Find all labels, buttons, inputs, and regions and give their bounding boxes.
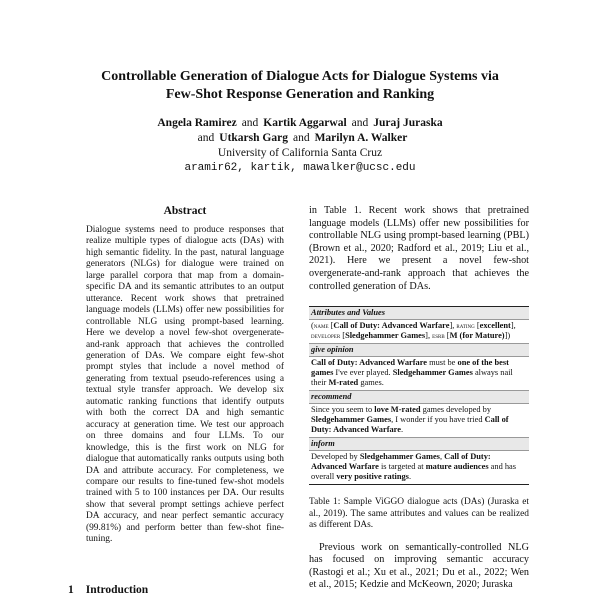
slot-value: mature audiences — [425, 462, 489, 472]
utterance-text: I've ever played. — [333, 368, 393, 378]
utterance-text: Since you seem to — [311, 405, 375, 415]
author-conjunction: and — [197, 132, 215, 144]
section-number: 1 — [68, 584, 74, 596]
author-name: Angela Ramirez — [157, 117, 237, 129]
title-line-1: Controllable Generation of Dialogue Acts for Dialogue Systems via — [101, 69, 499, 84]
body-paragraph: Previous work on semantically-controlled NLG has focused on improving semantic accuracy (Rastogi et al.; Xu et al., 2021; Du et al., 2022; Wen et al., 2015; Kedzie and McKeown, 2020; Juraska — [309, 541, 529, 591]
author-conjunction: and — [292, 132, 310, 144]
utterance-text: . — [400, 425, 404, 435]
author-name: Juraj Juraska — [373, 117, 443, 129]
affiliation: University of California Santa Cruz — [217, 147, 383, 159]
attr-key: developer — [311, 331, 341, 341]
body-paragraph: in Table 1. Recent work shows that pretrained language models (LLMs) offer new possibilities for controllable NLG using prompt-based learning (PBL) (Brown et al., 2020; Radford et al., 2019; Liu et al., 2021). Here we present a novel few-shot overgenerate-and-rank approach that achieves the controlled generation of DAs. — [309, 205, 529, 292]
table-row-recommend — [309, 404, 529, 438]
attr-value: M (for Mature) — [449, 331, 505, 341]
slot-value: one of the best games — [311, 358, 509, 378]
paper-title — [40, 68, 560, 104]
author-name: Utkarsh Garg — [219, 132, 288, 144]
slot-value: Call of Duty: Advanced Warfare — [311, 358, 428, 368]
title-line-2: Few-Shot Response Generation and Ranking — [165, 87, 435, 102]
table-row-inform — [309, 451, 529, 484]
slot-value: love M-rated — [374, 405, 421, 415]
table-row-give-opinion — [309, 357, 529, 391]
attr-value: Call of Duty: Advanced Warfare — [333, 321, 450, 331]
attr-key: rating — [456, 321, 475, 331]
author-block — [40, 116, 560, 176]
author-line-2 — [40, 131, 560, 146]
attr-key: name — [313, 321, 329, 331]
utterance-text: games developed by — [420, 405, 492, 415]
dialogue-act-table — [309, 306, 529, 485]
author-name: Kartik Aggarwal — [263, 117, 347, 129]
slot-value: Call of Duty: Advanced Warfare — [311, 452, 491, 472]
utterance-text: . — [408, 472, 412, 482]
author-conjunction: and — [241, 117, 259, 129]
utterance-text: , — [439, 452, 445, 462]
slot-value: Sledgehammer Games — [359, 452, 440, 462]
table-caption: Table 1: Sample ViGGO dialogue acts (DAs) (Juraska et al., 2019). The same attributes and values can be realized as different DAs. — [309, 497, 529, 531]
author-conjunction: and — [351, 117, 369, 129]
table-row-header: recommend — [309, 391, 529, 404]
table-row-attributes: (name [Call of Duty: Advanced Warfare], rating [excellent], developer [Sledgehammer Games], esrb [M (for Mature)]) — [309, 320, 529, 344]
slot-value: Call of Duty: Advanced Warfare — [311, 415, 509, 435]
abstract-heading: Abstract — [163, 205, 207, 217]
utterance-text: games. — [358, 378, 384, 388]
utterance-text: always nail their — [311, 368, 513, 388]
author-emails: aramir62, kartik, mawalker@ucsc.edu — [184, 162, 416, 174]
author-line-1 — [40, 116, 560, 131]
utterance-text: , I wonder if you have tried — [391, 415, 485, 425]
utterance-text: Developed by — [311, 452, 360, 462]
section-heading-introduction — [68, 584, 148, 596]
slot-value: Sledgehammer Games — [392, 368, 473, 378]
attr-key: esrb — [432, 331, 445, 341]
slot-value: M-rated — [328, 378, 359, 388]
slot-value: very positive ratings — [336, 472, 409, 482]
left-column — [86, 205, 284, 546]
utterance-text: must be — [427, 358, 458, 368]
utterance-text: is targeted at — [378, 462, 426, 472]
right-column — [309, 205, 529, 592]
utterance-text: and has overall — [311, 462, 517, 482]
abstract-text: Dialogue systems need to produce responses that realize multiple types of dialogue acts (DAs) with high semantic fidelity. In the past, natural language generators (NLGs) for dialogue were trained on large parallel corpora that map from a domain-specific DA and its semantic attributes to an output utterance. Recent work shows that pretrained language models (LLMs) offer new possibilities for controllable NLG using prompt-based learning. Here we develop a novel few-shot overgenerate-and-rank approach that achieves the controlled generation of DAs. We compare eight few-shot prompt styles that include a novel method of generating from textual pseudo-references using a textual style transfer approach. We develop six automatic ranking functions that identify outputs with both the correct DA and high semantic accuracy at generation time. We test our approach on three domains and four LLMs. To our knowledge, this is the first work on NLG for dialogue that automatically ranks outputs using both DA and attribute accuracy. For completeness, we compare our results to fine-tuned few-shot models trained with 5 to 100 instances per DA. Our results show that several prompt settings achieve perfect DA accuracy, and near perfect semantic accuracy (99.81%) and perform better than few-shot fine-tuning. — [86, 225, 284, 545]
attr-value: excellent — [479, 321, 511, 331]
attr-value: Sledgehammer Games — [345, 331, 426, 341]
author-name: Marilyn A. Walker — [314, 132, 408, 144]
table-row-header: Attributes and Values — [309, 307, 529, 320]
section-title: Introduction — [85, 584, 149, 596]
table-row-header: inform — [309, 438, 529, 451]
table-row-header: give opinion — [309, 344, 529, 357]
slot-value: Sledgehammer Games — [311, 415, 392, 425]
